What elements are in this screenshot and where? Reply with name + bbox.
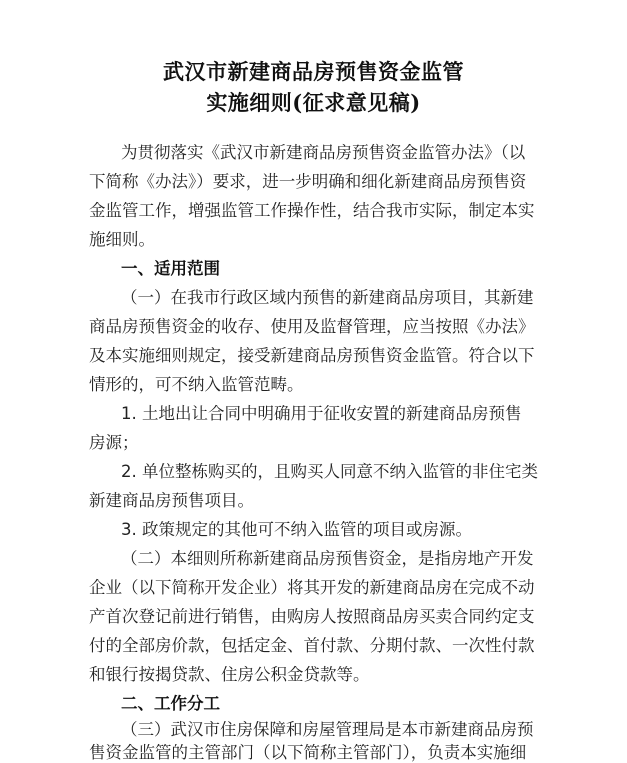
clause-2-line: 和银行按揭贷款、住房公积金贷款等。 xyxy=(89,665,370,684)
clause-1-line: 及本实施细则规定，接受新建商品房预售资金监管。符合以下 xyxy=(89,346,535,365)
clause-1-line: （一）在我市行政区域内预售的新建商品房项目，其新建 xyxy=(121,288,534,307)
section-heading-division: 二、工作分工 xyxy=(121,694,220,713)
list-item-2-line: 2. 单位整栋购买的，且购买人同意不纳入监管的非住宅类 xyxy=(121,462,538,481)
clause-2-line: 付的全部房价款，包括定金、首付款、分期付款、一次性付款 xyxy=(89,636,535,655)
preamble-line: 为贯彻落实《武汉市新建商品房预售资金监管办法》（以 xyxy=(121,143,526,162)
clause-1-line: 情形的，可不纳入监管范畴。 xyxy=(89,375,304,394)
preamble-line: 施细则。 xyxy=(89,230,155,249)
clause-2-line: 企业（以下简称开发企业）将其开发的新建商品房在完成不动 xyxy=(89,578,535,597)
clause-3-line: 售资金监管的主管部门（以下简称主管部门），负责本实施细 xyxy=(89,743,527,762)
list-item-1-line: 房源； xyxy=(89,433,139,452)
document-title-line-1: 武汉市新建商品房预售资金监管 xyxy=(163,59,464,84)
list-item-1-line: 1. 土地出让合同中明确用于征收安置的新建商品房预售 xyxy=(121,404,522,423)
clause-3-line: （三）武汉市住房保障和房屋管理局是本市新建商品房预 xyxy=(121,720,534,739)
list-item-3-line: 3. 政策规定的其他可不纳入监管的项目或房源。 xyxy=(121,520,472,539)
section-heading-scope: 一、适用范围 xyxy=(121,259,220,278)
preamble-line: 下简称《办法》）要求，进一步明确和细化新建商品房预售资 xyxy=(89,172,527,191)
preamble-line: 金监管工作，增强监管工作操作性，结合我市实际，制定本实 xyxy=(89,201,535,220)
list-item-2-line: 新建商品房预售项目。 xyxy=(89,491,254,510)
document-title-line-2: 实施细则(征求意见稿) xyxy=(206,90,421,115)
clause-2-line: 产首次登记前进行销售，由购房人按照商品房买卖合同约定支 xyxy=(89,607,535,626)
clause-2-line: （二）本细则所称新建商品房预售资金，是指房地产开发 xyxy=(121,549,534,568)
clause-1-line: 商品房预售资金的收存、使用及监督管理，应当按照《办法》 xyxy=(89,317,535,336)
